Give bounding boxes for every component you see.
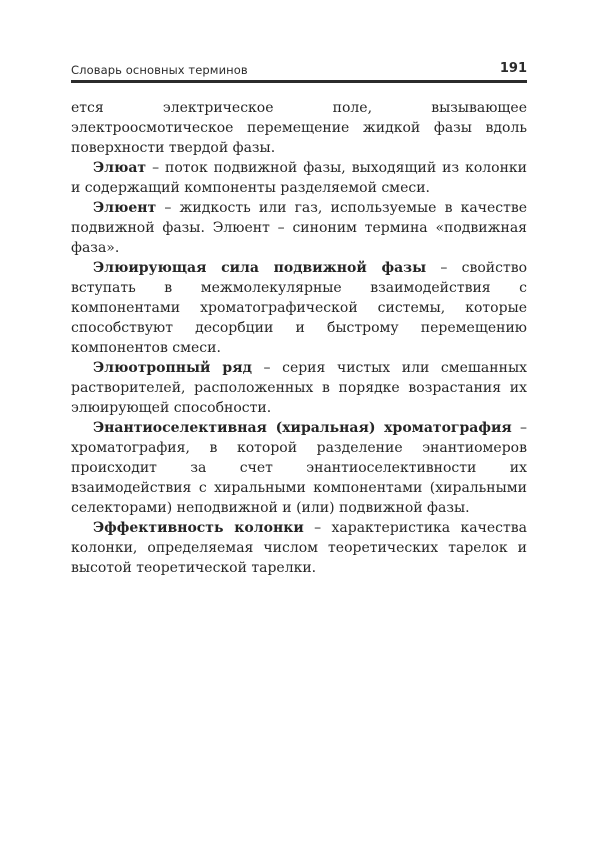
glossary-term: Элюотропный ряд: [93, 360, 252, 376]
glossary-term: Эффективность колонки: [93, 520, 304, 536]
header-rule: [71, 80, 527, 83]
glossary-definition: – хроматография, в которой разделение энантиомеров происходит за счет энантиоселективности их взаимодействия с хиральными компонентами (хиральными селекторами) неподвижной и (или) подвижной фазы.: [71, 420, 528, 516]
glossary-definition: – поток подвижной фазы, выходящий из колонки и содержащий компоненты разделяемой смеси.: [71, 160, 527, 196]
glossary-term: Энантиоселективная (хиральная) хроматография: [93, 420, 512, 436]
continuation-paragraph: ется электрическое поле, вызывающее электроосмотическое перемещение жидкой фазы вдоль поверхности твердой фазы.: [71, 100, 527, 156]
glossary-definition: – серия чистых или смешанных растворителей, расположенных в порядке возрастания их элюирующей способности.: [71, 360, 527, 416]
glossary-entry: [71, 518, 527, 578]
glossary-term: Элюент: [93, 200, 157, 216]
glossary-definition: – свойство вступать в межмолекулярные взаимодействия с компонентами хроматографической системы, которые способствуют десорбции и быстрому перемещению компонентов смеси.: [71, 260, 528, 356]
glossary-entry: [71, 158, 527, 198]
running-header: [71, 60, 527, 82]
glossary-definition: – характеристика качества колонки, определяемая числом теоретических тарелок и высотой теоретической тарелки.: [71, 520, 527, 576]
glossary-definition: – жидкость или газ, используемые в качестве подвижной фазы. Элюент – синоним термина «подвижная фаза».: [71, 200, 527, 256]
glossary-term: Элюат: [93, 160, 147, 176]
glossary-entry: [71, 418, 527, 518]
running-header-title: Словарь основных терминов: [71, 63, 248, 77]
glossary-entry: [71, 358, 527, 418]
glossary-entry: [71, 198, 527, 258]
glossary-term: Элюирующая сила подвижной фазы: [93, 260, 427, 276]
glossary-entry: [71, 258, 527, 358]
glossary-body: [71, 98, 527, 578]
page-number: 191: [499, 61, 527, 76]
